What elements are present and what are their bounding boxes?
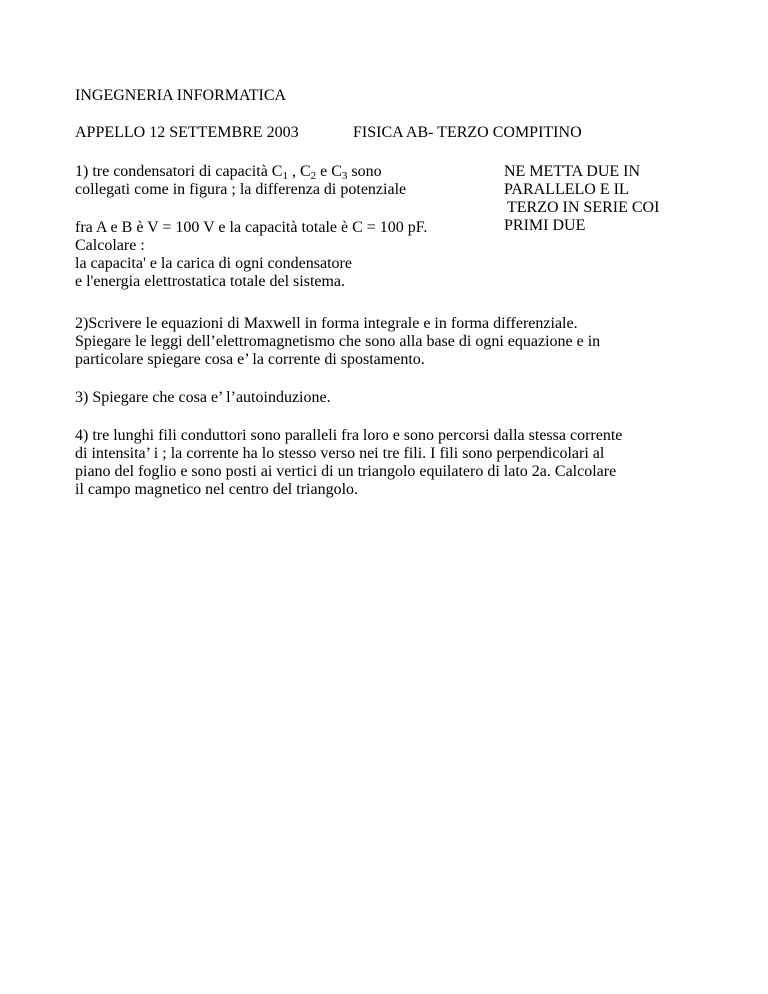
q4-line: 4) tre lunghi fili conduttori sono paralleli fra loro e sono percorsi dalla stessa corrente xyxy=(75,427,623,444)
q1-line-5: la capacita' e la carica di ogni condensatore xyxy=(75,255,352,272)
institution-title: INGEGNERIA INFORMATICA xyxy=(75,87,287,104)
q2-line: particolare spiegare cosa e’ la corrente di spostamento. xyxy=(75,351,425,368)
q1-line-3: fra A e B è V = 100 V e la capacità totale è C = 100 pF. xyxy=(75,219,428,236)
q1-note-line: NE METTA DUE IN xyxy=(504,163,641,180)
q2-line: 2)Scrivere le equazioni di Maxwell in forma integrale e in forma differenziale. xyxy=(75,315,578,332)
exam-course: FISICA AB- TERZO COMPITINO xyxy=(353,124,582,141)
q1-line-4: Calcolare : xyxy=(75,237,145,254)
q4-line: piano del foglio e sono posti ai vertici di un triangolo equilatero di lato 2a. Calcolare xyxy=(75,463,617,480)
question-3: 3) Spiegare che cosa e’ l’autoinduzione. xyxy=(75,389,331,406)
exam-session: APPELLO 12 SETTEMBRE 2003 xyxy=(75,124,299,141)
q1-line-2: collegati come in figura ; la differenza di potenziale xyxy=(75,181,407,198)
q2-line: Spiegare le leggi dell’elettromagnetismo che sono alla base di ogni equazione e in xyxy=(75,333,601,350)
q1-note-line: TERZO IN SERIE COI xyxy=(507,199,660,216)
q1-line-6: e l'energia elettrostatica totale del sistema. xyxy=(75,273,346,290)
q1-line-1: 1) tre condensatori di capacità $C_1$ , $C_2$ e $C_3$ sono xyxy=(75,163,382,182)
q1-note-line: PRIMI DUE xyxy=(504,217,586,234)
q4-line: di intensita’ i ; la corrente ha lo stesso verso nei tre fili. I fili sono perpendicolari al xyxy=(75,445,605,462)
q4-line: il campo magnetico nel centro del triangolo. xyxy=(75,481,359,498)
q1-note-line: PARALLELO E IL xyxy=(504,181,629,198)
